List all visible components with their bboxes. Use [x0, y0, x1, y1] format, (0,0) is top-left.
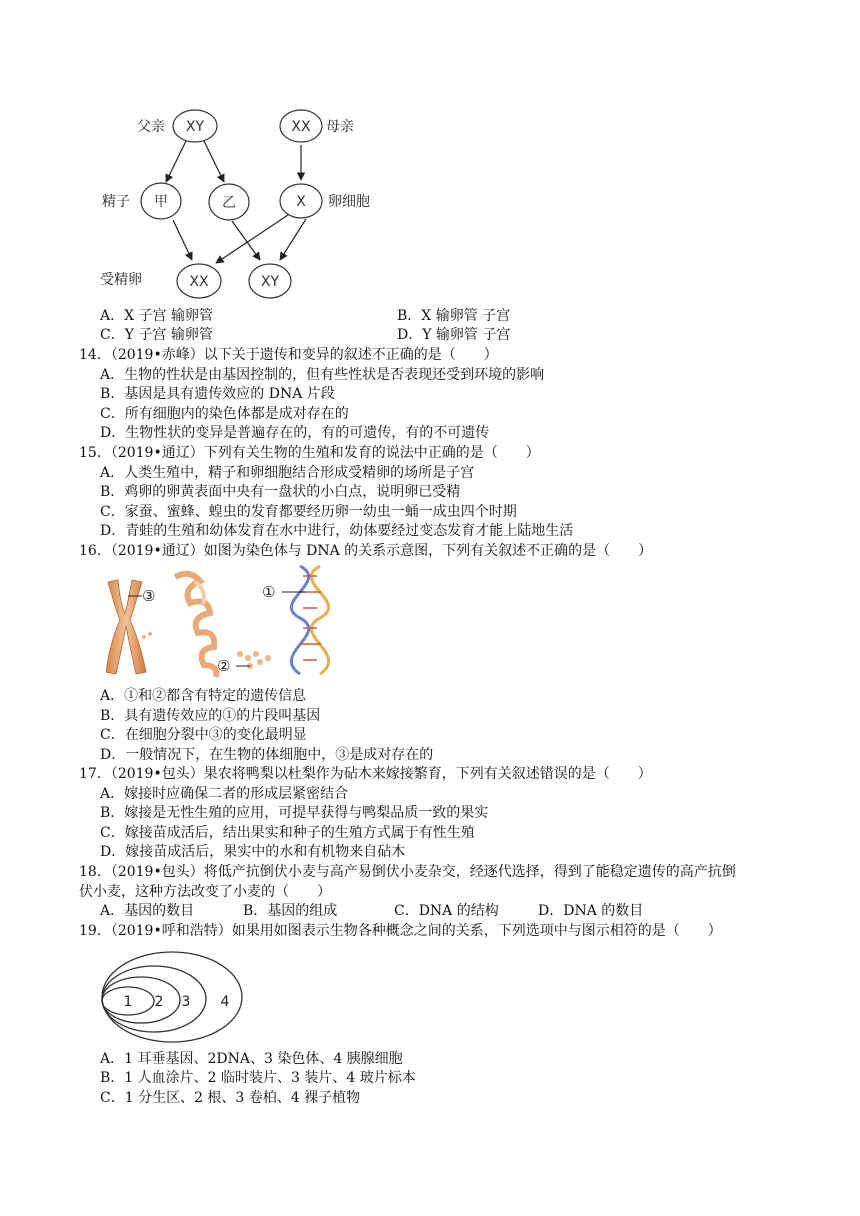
father-genotype: XY: [185, 119, 205, 135]
father-label: 父亲: [137, 119, 165, 135]
q16-option-d: D．一般情况下，在生物的体细胞中，③是成对存在的: [100, 747, 434, 763]
q17-option-c: C．嫁接苗成活后，结出果实和种子的生殖方式属于有性生殖: [100, 825, 475, 841]
q14-stem: 14．（2019•赤峰）以下关于遗传和变异的叙述不正确的是（ ）: [79, 347, 498, 363]
q15-stem: 15．（2019•通辽）下列有关生物的生殖和发育的说法中正确的是（ ）: [79, 445, 540, 461]
q16-option-a: A．①和②都含有特定的遗传信息: [100, 688, 307, 704]
q16-option-b: B．具有遗传效应的①的片段叫基因: [100, 708, 321, 724]
sperm-1-label: 甲: [154, 194, 168, 210]
ellipse-label-4: 4: [220, 994, 230, 1010]
q19-option-a: A．1 耳垂基因、2DNA、3 染色体、4 胰腺细胞: [100, 1051, 403, 1067]
q15-option-b: B．鸡卵的卵黄表面中央有一盘状的小白点，说明卵已受精: [100, 484, 461, 500]
q19-stem: 19．（2019•呼和浩特）如果用如图表示生物各种概念之间的关系，下列选项中与图示相符的是（ ）: [79, 923, 722, 939]
ellipse-label-2: 2: [154, 994, 164, 1010]
q14-option-c: C．所有细胞内的染色体都是成对存在的: [100, 406, 349, 422]
arrow-sperm-1-to-zygote-1: [173, 220, 192, 260]
q15-option-d: D．青蛙的生殖和幼体发育在水中进行，幼体要经过变态发育才能上陆地生活: [100, 523, 574, 539]
marker-2: ②: [217, 657, 231, 675]
arrow-father-to-sperm-2: [204, 141, 224, 182]
q17-option-b: B．嫁接是无性生殖的应用，可提早获得与鸭梨品质一致的果实: [100, 805, 489, 821]
q18-stem-line-2: 伏小麦，这种方法改变了小麦的（ ）: [79, 884, 331, 900]
q15-option-a: A．人类生殖中，精子和卵细胞结合形成受精卵的场所是子宫: [100, 465, 475, 481]
q13-option-d: D．Y 输卵管 子宫: [397, 327, 511, 343]
mother-genotype: XX: [291, 119, 311, 135]
genetics-inheritance-diagram: [100, 100, 400, 300]
zygote-1-genotype: XX: [189, 274, 209, 290]
marker-3: ③: [142, 587, 156, 605]
q18-option-c: C．DNA 的结构: [394, 903, 499, 919]
q19-option-b: B．1 人血涂片、2 临时装片、3 装片、4 玻片标本: [100, 1070, 416, 1086]
q13-option-b: B．X 输卵管 子宫: [397, 308, 511, 324]
ellipse-label-3: 3: [181, 994, 191, 1010]
q14-option-a: A．生物的性状是由基因控制的，但有些性状是否表现还受到环境的影响: [100, 367, 545, 383]
q18-option-b: B．基因的组成: [243, 903, 338, 919]
arrow-father-to-sperm-1: [166, 141, 186, 182]
arrow-egg-to-zygote-1: [216, 215, 288, 263]
zygote-2-genotype: XY: [260, 274, 280, 290]
q14-option-b: B．基因是具有遗传效应的 DNA 片段: [100, 386, 335, 402]
ellipse-label-1: 1: [123, 994, 133, 1010]
marker-1: ①: [262, 583, 276, 601]
nested-ellipses-diagram: [98, 946, 248, 1046]
chromosome-dna-illustration: [100, 562, 340, 680]
sperm-2-label: 乙: [222, 195, 236, 211]
q19-option-c: C．1 分生区、2 根、3 卷柏、4 裸子植物: [100, 1090, 361, 1106]
q17-stem: 17．（2019•包头）果农将鸭梨以杜梨作为砧木来嫁接繁育，下列有关叙述错误的是（ ）: [79, 766, 652, 782]
q13-option-a: A．X 子宫 输卵管: [100, 308, 213, 324]
q15-option-c: C．家蚕、蜜蜂、蝗虫的发育都要经历卵一幼虫一蛹一成虫四个时期: [100, 504, 517, 520]
q14-option-d: D．生物性状的变异是普遍存在的，有的可遗传，有的不可遗传: [100, 425, 490, 441]
mother-label: 母亲: [326, 119, 354, 135]
egg-row-label: 卵细胞: [328, 194, 370, 210]
egg-cell-label: X: [296, 194, 306, 210]
q17-option-d: D．嫁接苗成活后，果实中的水和有机物来自砧木: [100, 844, 406, 860]
dna-helix-icon: [291, 566, 328, 674]
q18-option-d: D．DNA 的数目: [538, 903, 644, 919]
chromosome-icon: [106, 580, 146, 674]
ellipse-2: [102, 977, 180, 1023]
q16-stem: 16．（2019•通辽）如图为染色体与 DNA 的关系示意图，下列有关叙述不正确的是（ ）: [79, 543, 653, 559]
arrow-sperm-2-to-zygote-2: [232, 221, 260, 260]
q17-option-a: A．嫁接时应确保二者的形成层紧密结合: [100, 786, 349, 802]
sperm-row-label: 精子: [102, 194, 130, 210]
q16-option-c: C．在细胞分裂中③的变化最明显: [100, 727, 307, 743]
zygote-row-label: 受精卵: [100, 272, 142, 288]
arrow-egg-to-zygote-2: [280, 219, 306, 260]
q18-option-a: A．基因的数目: [100, 903, 195, 919]
q18-stem-line-1: 18．（2019•包头）将低产抗倒伏小麦与高产易倒伏小麦杂交，经逐代选择，得到了能稳定遗传的高产抗倒: [79, 864, 736, 880]
chromatin-coil-icon: [175, 574, 216, 677]
q13-option-c: C．Y 子宫 输卵管: [100, 327, 213, 343]
